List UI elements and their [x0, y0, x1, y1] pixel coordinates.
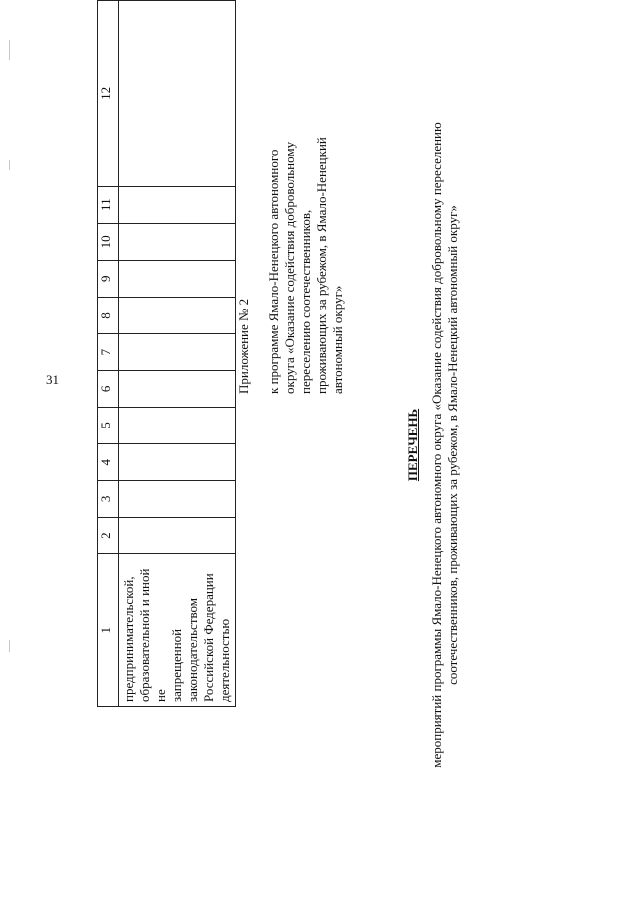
table-cell — [119, 334, 236, 371]
header-cell: 2 — [98, 517, 119, 554]
heading-title: ПЕРЕЧЕНЬ — [405, 408, 420, 482]
heading-line: мероприятий программы Ямало-Ненецкого автономного округа «Оказание содействия добровольному переселению — [429, 122, 444, 768]
header-cell: 7 — [98, 334, 119, 371]
cell-line: запрещенной — [169, 628, 184, 702]
page-number: 31 — [46, 372, 59, 387]
table-cell — [119, 297, 236, 334]
appendix-block — [236, 134, 346, 394]
cell-line: образовательной и иной не — [137, 568, 168, 702]
header-cell: 5 — [98, 407, 119, 444]
list-heading — [405, 105, 461, 785]
table-cell — [119, 186, 236, 223]
measures-table — [97, 0, 236, 707]
appendix-title: Приложение № 2 — [236, 298, 251, 394]
header-cell: 11 — [98, 186, 119, 223]
table-cell — [119, 1, 236, 187]
appendix-text: к программе Ямало-Ненецкого автономного округа «Оказание содействия добровольному переселению соотечественников, проживающих за рубежом, в Ямало-Ненецкий автономный округ» — [266, 137, 345, 394]
header-cell: 12 — [98, 1, 119, 187]
table-cell-description — [119, 554, 236, 707]
table-cell — [119, 370, 236, 407]
table-cell — [119, 444, 236, 481]
table-header-row — [98, 1, 119, 707]
table-cell — [119, 481, 236, 518]
cell-line: предпринимательской, — [121, 576, 136, 702]
table-cell — [119, 260, 236, 297]
header-cell: 1 — [98, 554, 119, 707]
table-cell — [119, 407, 236, 444]
cell-line: Российской Федерации — [201, 573, 216, 702]
table-cell — [119, 223, 236, 260]
header-cell: 9 — [98, 260, 119, 297]
cell-line: деятельностью — [217, 618, 232, 702]
header-cell: 6 — [98, 370, 119, 407]
cell-line: законодательством — [185, 597, 200, 702]
table-row — [119, 1, 236, 707]
heading-line: соотечественников, проживающих за рубежом, в Ямало-Ненецкий автономный округ» — [445, 205, 460, 685]
header-cell: 10 — [98, 223, 119, 260]
header-cell: 3 — [98, 481, 119, 518]
table-cell — [119, 517, 236, 554]
header-cell: 4 — [98, 444, 119, 481]
header-cell: 8 — [98, 297, 119, 334]
